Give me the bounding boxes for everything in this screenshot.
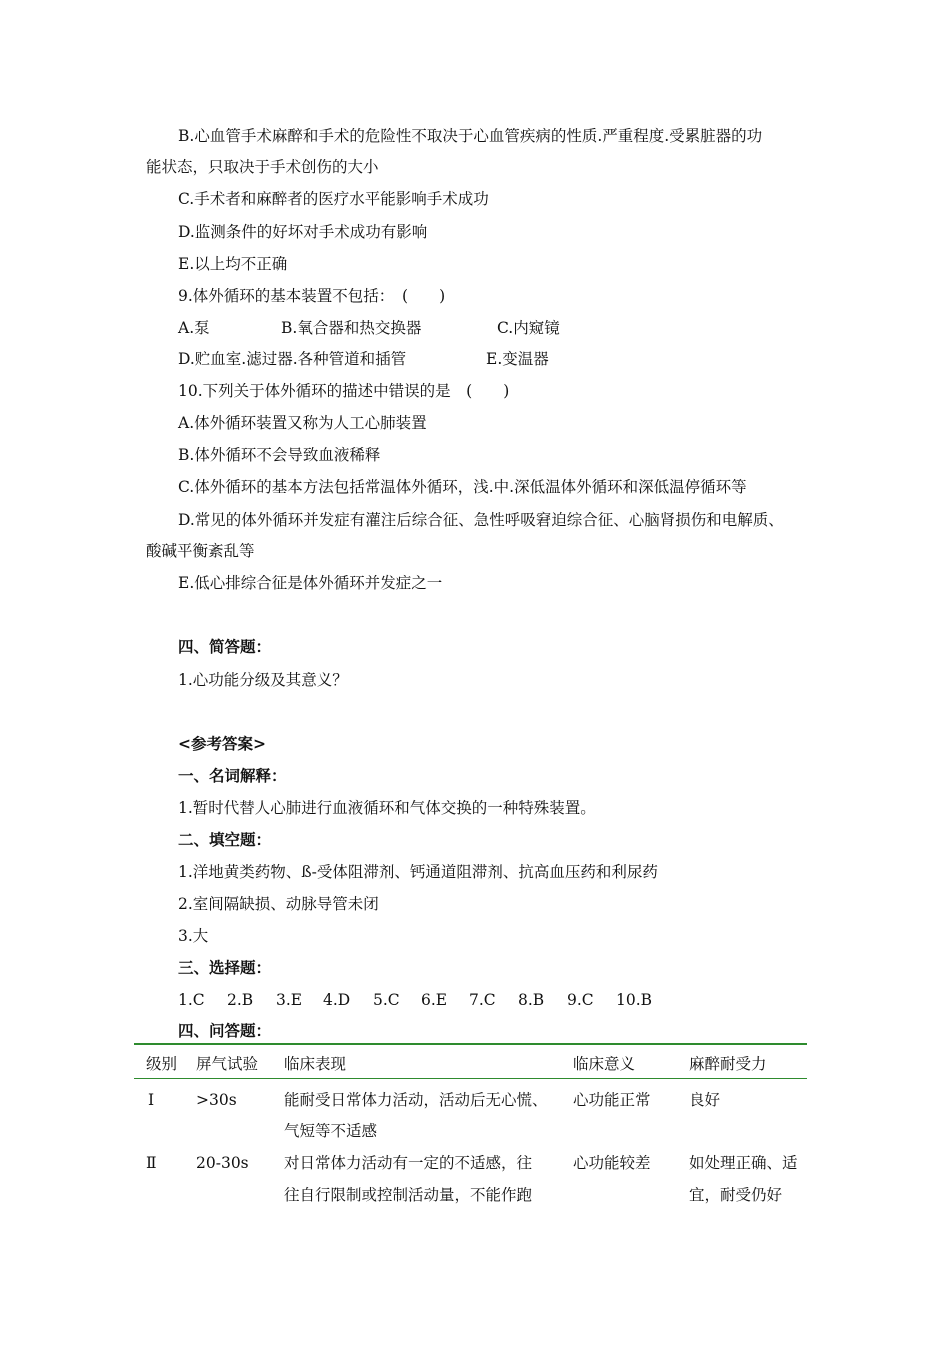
table-row-1-significance: 心功能正常 xyxy=(573,1091,651,1109)
answers-section-1-heading: 一、名词解释： xyxy=(178,766,287,785)
choice-answer: 5.C xyxy=(373,991,400,1009)
choice-answer: 4.D xyxy=(323,991,351,1009)
table-row-2-clinical-line2: 往自行限制或控制活动量，不能作跑 xyxy=(284,1186,533,1204)
table-header-significance: 临床意义 xyxy=(573,1055,636,1073)
table-top-rule xyxy=(134,1043,807,1045)
section-4-question-1: 1.心功能分级及其意义？ xyxy=(178,671,348,689)
choice-answer: 1.C xyxy=(178,991,205,1009)
q9-stem: 9.体外循环的基本装置不包括： ( ) xyxy=(178,287,446,305)
choice-answer: 8.B xyxy=(518,991,545,1009)
q10-option-d-line2: 酸碱平衡紊乱等 xyxy=(146,542,255,560)
q9-option-a: A.泵 xyxy=(178,319,210,337)
table-row-2-significance: 心功能较差 xyxy=(573,1154,651,1172)
q9-option-c: C.内窥镜 xyxy=(497,319,560,337)
q9-option-e: E.变温器 xyxy=(486,350,549,368)
q10-option-e: E.低心排综合征是体外循环并发症之一 xyxy=(178,574,443,592)
q8-option-b-line1: B.心血管手术麻醉和手术的危险性不取决于心血管疾病的性质.严重程度.受累脏器的功 xyxy=(178,127,763,145)
answers-section-2-item-2: 2.室间隔缺损、动脉导管未闭 xyxy=(178,895,379,913)
choice-answer: 9.C xyxy=(567,991,594,1009)
choice-answer: 3.E xyxy=(276,991,303,1009)
table-row-1-grade: Ⅰ xyxy=(148,1091,155,1109)
q8-option-b-line2: 能状态，只取决于手术创伤的大小 xyxy=(146,158,379,176)
choice-answer: 2.B xyxy=(227,991,254,1009)
table-row-2-tolerance-line1: 如处理正确、适 xyxy=(689,1154,798,1172)
q8-option-e: E.以上均不正确 xyxy=(178,255,288,273)
q9-option-b: B.氧合器和热交换器 xyxy=(281,319,422,337)
answers-section-2-item-3: 3.大 xyxy=(178,927,209,945)
answers-section-3-heading: 三、选择题： xyxy=(178,958,272,977)
answers-section-4-heading: 四、问答题： xyxy=(178,1021,272,1040)
table-header-clinical: 临床表现 xyxy=(284,1055,347,1073)
table-row-2-grade: Ⅱ xyxy=(146,1154,157,1172)
table-header-tolerance: 麻醉耐受力 xyxy=(689,1055,767,1073)
choice-answer: 6.E xyxy=(421,991,448,1009)
table-header-rule xyxy=(134,1078,807,1079)
q10-option-b: B.体外循环不会导致血液稀释 xyxy=(178,446,381,464)
table-row-1-tolerance-line1: 良好 xyxy=(689,1091,721,1109)
table-row-1-clinical-line1: 能耐受日常体力活动，活动后无心慌、 xyxy=(284,1091,548,1109)
section-4-heading: 四、简答题： xyxy=(178,637,272,656)
q10-option-d-line1: D.常见的体外循环并发症有灌注后综合征、急性呼吸窘迫综合征、心脑肾损伤和电解质、 xyxy=(178,511,784,529)
answers-heading: <参考答案> xyxy=(178,734,266,753)
q10-option-a: A.体外循环装置又称为人工心肺装置 xyxy=(178,414,427,432)
q8-option-c: C.手术者和麻醉者的医疗水平能影响手术成功 xyxy=(178,190,489,208)
choice-answer: 7.C xyxy=(469,991,496,1009)
q9-option-d: D.贮血室.滤过器.各种管道和插管 xyxy=(178,350,407,368)
table-row-1-clinical-line2: 气短等不适感 xyxy=(284,1122,378,1140)
answers-section-2-heading: 二、填空题： xyxy=(178,830,272,849)
q10-stem: 10.下列关于体外循环的描述中错误的是 ( ) xyxy=(178,382,510,400)
table-row-1-breath-hold: >30s xyxy=(196,1091,237,1109)
table-row-2-clinical-line1: 对日常体力活动有一定的不适感，往 xyxy=(284,1154,533,1172)
table-header-grade: 级别 xyxy=(146,1055,178,1073)
answers-section-1-item-1: 1.暂时代替人心肺进行血液循环和气体交换的一种特殊装置。 xyxy=(178,799,596,817)
q10-option-c: C.体外循环的基本方法包括常温体外循环，浅.中.深低温体外循环和深低温停循环等 xyxy=(178,478,747,496)
table-row-2-breath-hold: 20-30s xyxy=(196,1154,249,1172)
q8-option-d: D.监测条件的好坏对手术成功有影响 xyxy=(178,223,428,241)
answers-section-2-item-1: 1.洋地黄类药物、ß-受体阻滞剂、钙通道阻滞剂、抗高血压药和利尿药 xyxy=(178,863,658,881)
choice-answer: 10.B xyxy=(616,991,653,1009)
table-row-2-tolerance-line2: 宜，耐受仍好 xyxy=(689,1186,783,1204)
table-header-breath-hold: 屏气试验 xyxy=(196,1055,259,1073)
